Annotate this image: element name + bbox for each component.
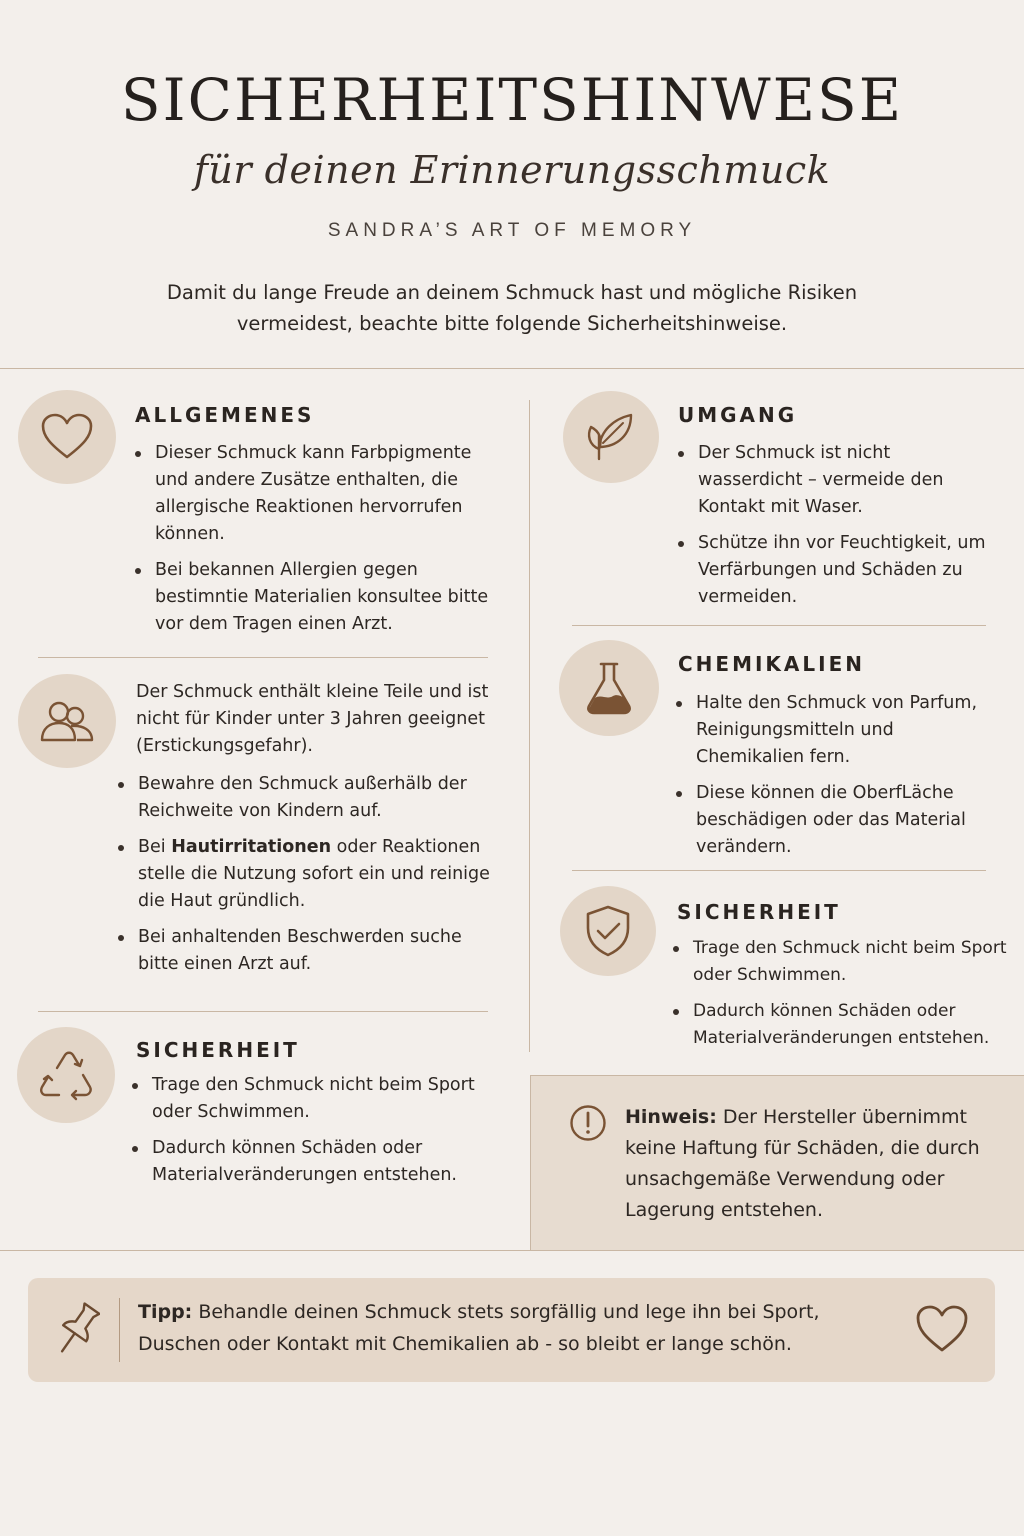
shield-check-icon [583,904,633,958]
bottom-divider [0,1250,1024,1251]
notice-text [625,1102,1005,1226]
list-item: Trage den Schmuck nicht beim Sport oder Schwimmen. [671,935,1011,989]
handling-heading: UMGANG [678,403,798,427]
handling-icon-circle [563,391,659,483]
top-divider [0,368,1024,369]
info-icon [569,1104,607,1142]
chemicals-heading: CHEMIKALIEN [678,652,865,676]
list-item: Diese können die OberfLäche beschädigen oder das Material verändern. [674,780,994,861]
list-item: Bei bekannen Allergien gegen bestimntie Materialien konsultee bitte vor dem Tragen einen Arzt. [133,557,508,638]
left-divider-2 [38,1011,488,1012]
list-item: Der Schmuck ist nicht wasserdicht – vermeide den Kontakt mit Waser. [676,440,996,521]
page-subtitle: für deinen Erinnerungsschmuck [193,148,831,192]
left-safety-icon-circle [17,1027,115,1123]
general-icon-circle [18,390,116,484]
tip-box [28,1278,995,1382]
list-item: Halte den Schmuck von Parfum, Reinigungsmitteln und Chemikalien fern. [674,690,994,771]
bullet-text-end: oder Reaktionen stelle die Nutzung sofort ein und reinige die Haut gründlich. [138,837,490,911]
right-safety-heading: SICHERHEIT [677,900,841,924]
notice-box [530,1075,1024,1250]
children-bullets [116,771,506,987]
list-item: Bewahre den Schmuck außerhälb der Reichweite von Kindern auf. [116,771,506,825]
handling-bullets [676,440,996,620]
heart-icon [915,1304,969,1354]
list-item: Dadurch können Schäden oder Materialveränderungen entstehen. [671,998,1011,1052]
right-divider-1 [572,625,986,626]
people-icon [37,696,97,746]
list-item: Dieser Schmuck kann Farbpigmente und andere Zusätze enthalten, die allergische Reaktionen hervorrufen können. [133,440,508,548]
intro-text: Damit du lange Freude an deinem Schmuck hast und mögliche Risiken vermeidest, beachte bitte folgende Sicherheitshinweise. [166,281,858,335]
left-safety-heading: SICHERHEIT [136,1038,300,1062]
general-bullets [133,440,508,647]
column-divider [529,400,530,1052]
leaf-icon [583,409,639,465]
right-safety-icon-circle [560,886,656,976]
notice-body: Der Hersteller übernimmt keine Haftung für Schäden, die durch unsachgemäße Verwendung oder Lagerung entstehen. [625,1106,980,1221]
left-safety-bullets [130,1072,505,1198]
bold-phrase: Hautirritationen [171,837,332,857]
list-item [116,834,506,915]
general-heading: ALLGEMENES [135,403,315,427]
chemicals-bullets [674,690,994,870]
recycle-icon [35,1046,97,1104]
list-item: Schütze ihn vor Feuchtigkeit, um Verfärbungen und Schäden zu vermeiden. [676,530,996,611]
flask-icon [583,660,635,716]
heart-icon [40,412,94,462]
notice-label: Hinweis: [625,1106,717,1128]
right-divider-2 [572,870,986,871]
chemicals-icon-circle [559,640,659,736]
children-intro: Der Schmuck enthält kleine Teile und ist nicht für Kinder unter 3 Jahren geeignet (Erstickungsgefahr). [136,682,489,756]
brand-name: SANDRA’S ART OF MEMORY [327,220,697,241]
pushpin-icon [54,1300,100,1360]
list-item: Dadurch können Schäden oder Materialveränderungen entstehen. [130,1135,505,1189]
list-item: Trage den Schmuck nicht beim Sport oder Schwimmen. [130,1072,505,1126]
tip-label: Tipp: [138,1301,193,1323]
list-item: Bei anhaltenden Beschwerden suche bitte einen Arzt auf. [116,924,506,978]
left-divider-1 [38,657,488,658]
tip-text [138,1296,898,1360]
right-safety-bullets [671,935,1011,1061]
tip-separator [119,1298,120,1362]
tip-body: Behandle deinen Schmuck stets sorgfällig und lege ihn bei Sport, Duschen oder Kontakt mit Chemikalien ab - so bleibt er lange schön. [138,1301,820,1355]
bullet-text-start: Bei [138,837,172,857]
page-title: SICHERHEITSHINWESE [120,66,904,134]
children-icon-circle [18,674,116,768]
